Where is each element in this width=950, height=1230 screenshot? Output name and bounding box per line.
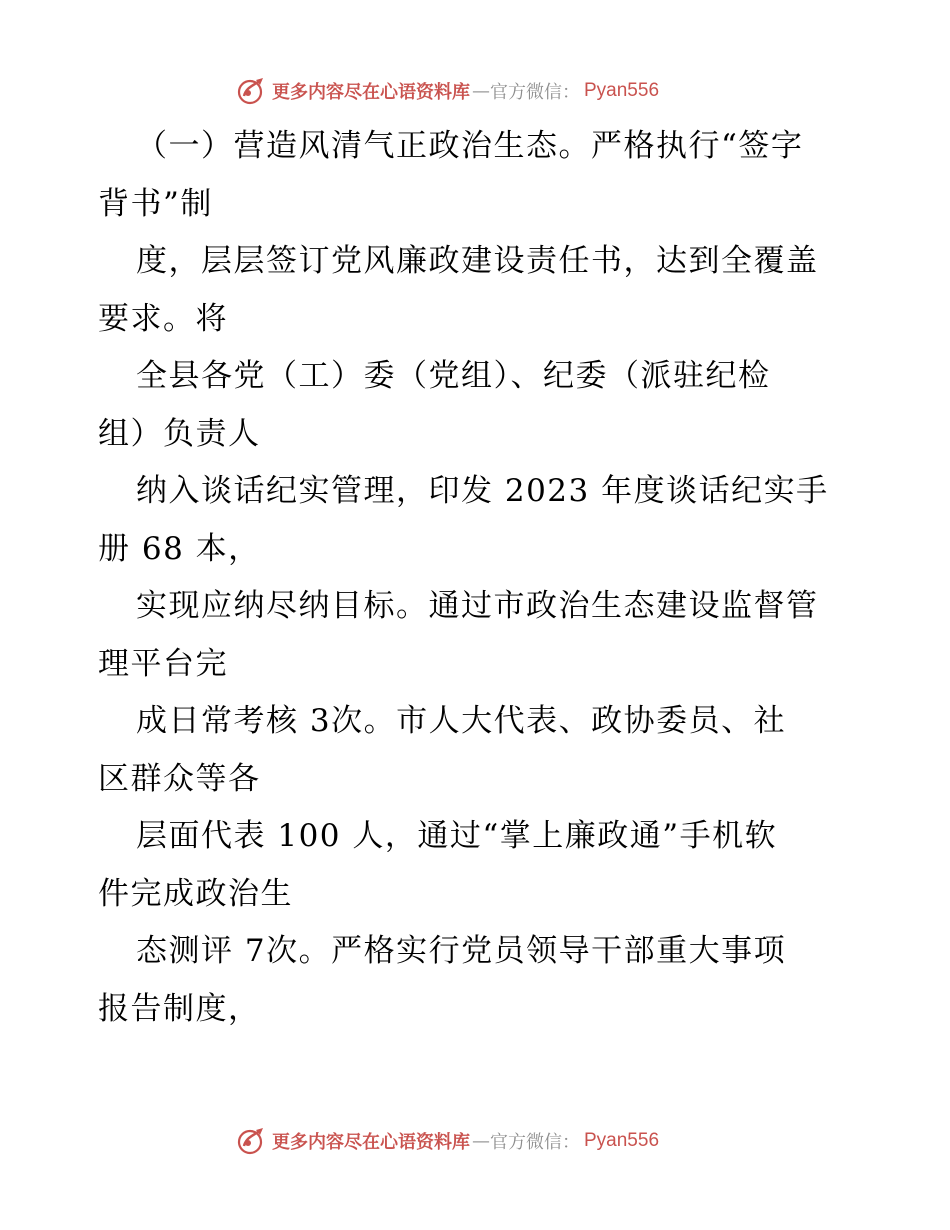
text-line: 册 68 本， <box>98 530 261 567</box>
watermark-wechat-id: Pyan556 <box>584 1130 660 1151</box>
watermark-site-name: 更多内容尽在心语资料库 <box>272 82 470 103</box>
text-line: 成日常考核 3次。市人大代表、政协委员、社 <box>136 703 787 739</box>
text-line: 层面代表 100 人，通过“掌上廉政通”手机软 <box>136 818 778 854</box>
text-line: （一）营造风清气正政治生态。严格执行“签字 <box>136 128 804 164</box>
watermark-wechat-label: 官方微信： <box>490 1132 580 1153</box>
watermark-site-name: 更多内容尽在心语资料库 <box>272 1132 470 1153</box>
text-line: 态测评 7次。严格实行党员领导干部重大事项 <box>136 933 787 969</box>
pen-logo-icon <box>236 1126 266 1156</box>
watermark-wechat-id: Pyan556 <box>584 80 660 101</box>
text-line: 组）负责人 <box>98 415 261 452</box>
text-line: 件完成政治生 <box>98 875 293 912</box>
text-line: 度，层层签订党风廉政建设责任书，达到全覆盖 <box>136 243 819 279</box>
document-body <box>98 118 858 1038</box>
text-line: 背书”制 <box>98 185 213 222</box>
footer-watermark <box>236 1124 659 1158</box>
watermark-dash: — <box>472 1130 488 1152</box>
watermark-wechat-label: 官方微信： <box>490 82 580 103</box>
text-line: 报告制度， <box>98 990 261 1027</box>
header-watermark <box>236 74 659 108</box>
text-line: 理平台完 <box>98 645 228 682</box>
text-line: 要求。将 <box>98 300 228 337</box>
pen-logo-icon <box>236 76 266 106</box>
text-line: 全县各党（工）委（党组）、纪委（派驻纪检 <box>136 358 771 394</box>
watermark-dash: — <box>472 80 488 102</box>
text-line: 区群众等各 <box>98 760 261 797</box>
text-line: 实现应纳尽纳目标。通过市政治生态建设监督管 <box>136 588 819 624</box>
text-line: 纳入谈话纪实管理，印发 2023 年度谈话纪实手 <box>136 473 829 509</box>
